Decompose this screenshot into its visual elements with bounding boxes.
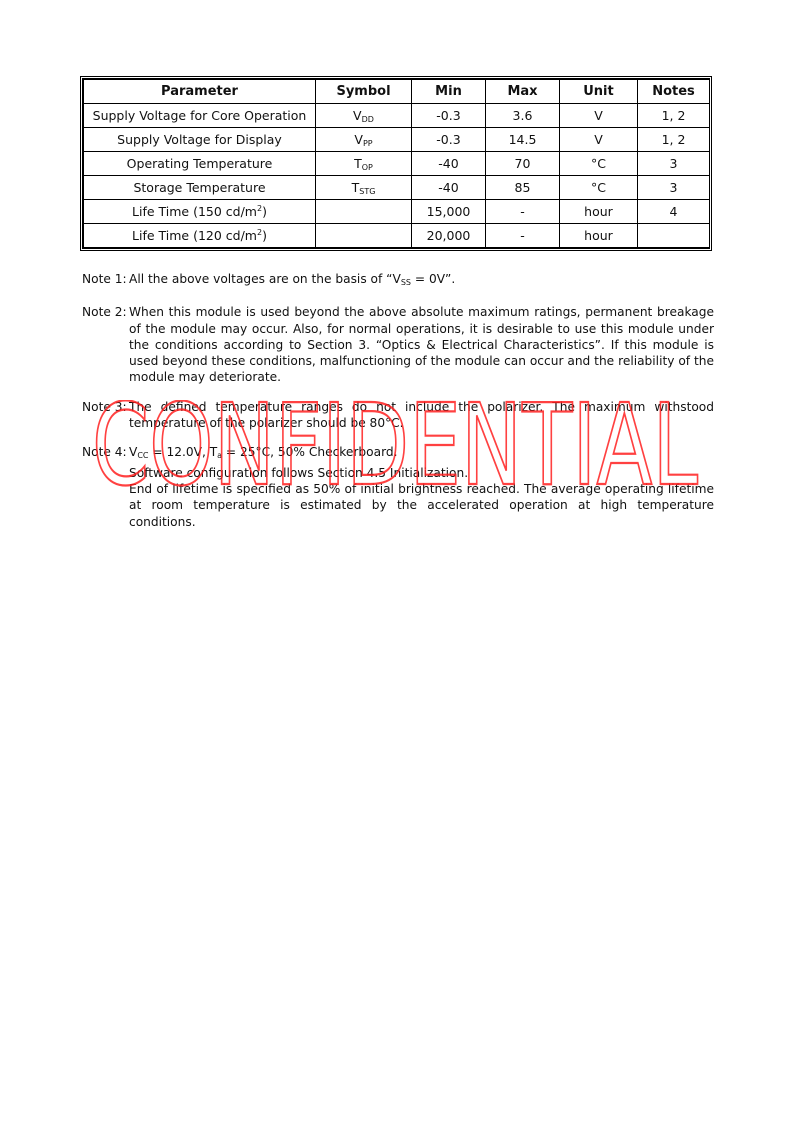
- cell-max: 3.6: [486, 104, 560, 128]
- cell-min: -0.3: [412, 128, 486, 152]
- cell-min: -40: [412, 152, 486, 176]
- note-line: End of lifetime is specified as 50% of initial brightness reached. The average operating lifetime at room temperature is estimated by the accelerated operation at high temperature conditions.: [129, 481, 714, 529]
- cell-notes: 3: [638, 152, 710, 176]
- table-row: [84, 104, 710, 128]
- cell-symbol: [316, 176, 412, 200]
- cell-symbol: [316, 104, 412, 128]
- note-1: [82, 271, 714, 291]
- table-row: [84, 224, 710, 248]
- note-sub: SS: [400, 278, 411, 287]
- note-label: Note 4:: [82, 445, 127, 460]
- note-text: = 25°C, 50% Checkerboard.: [222, 445, 398, 460]
- parameter-sup: 2: [257, 204, 263, 213]
- note-sub: CC: [137, 451, 149, 461]
- symbol-main: T: [354, 155, 362, 171]
- note-body: The defined temperature ranges do not include the polarizer. The maximum withstood temperature of the polarizer should be 80°C.: [129, 399, 714, 431]
- cell-max: 70: [486, 152, 560, 176]
- cell-notes: 4: [638, 200, 710, 224]
- cell-min: -40: [412, 176, 486, 200]
- note-label: Note 3:: [82, 399, 127, 414]
- header-unit: Unit: [560, 80, 638, 104]
- absolute-max-ratings-table-frame: [80, 76, 712, 251]
- table-header-row: [84, 80, 710, 104]
- note-label: Note 1:: [82, 272, 127, 286]
- table-row: [84, 200, 710, 224]
- table-row: [84, 128, 710, 152]
- header-max: Max: [486, 80, 560, 104]
- note-body: [129, 444, 714, 529]
- cell-unit: hour: [560, 224, 638, 248]
- cell-notes: 3: [638, 176, 710, 200]
- cell-max: 14.5: [486, 128, 560, 152]
- symbol-main: V: [354, 131, 363, 147]
- symbol-main: T: [351, 179, 360, 195]
- note-body: [129, 271, 714, 291]
- cell-max: -: [486, 224, 560, 248]
- note-text: = 12.0V, T: [148, 445, 218, 460]
- note-4: [82, 444, 714, 529]
- cell-symbol: [316, 224, 412, 248]
- cell-symbol: [316, 152, 412, 176]
- cell-parameter: Operating Temperature: [84, 152, 316, 176]
- symbol-sub: STG: [359, 186, 376, 196]
- cell-parameter: [84, 200, 316, 224]
- parameter-text: Life Time (120 cd/m: [132, 228, 257, 243]
- note-2: [82, 304, 714, 385]
- note-body: When this module is used beyond the above absolute maximum ratings, permanent breakage of the module may occur. Also, for normal operations, it is desirable to use this module under the conditions according to Section 3. “Optics & Electrical Characteristics”. If this module is used beyond these conditions, malfunctioning of the module can occur and the reliability of the module may deteriorate.: [129, 305, 714, 385]
- parameter-text: Life Time (150 cd/m: [132, 204, 257, 219]
- header-min: Min: [412, 80, 486, 104]
- cell-unit: V: [560, 128, 638, 152]
- cell-notes: [638, 224, 710, 248]
- header-symbol: Symbol: [316, 80, 412, 104]
- cell-notes: 1, 2: [638, 104, 710, 128]
- cell-parameter: Supply Voltage for Display: [84, 128, 316, 152]
- cell-symbol: [316, 200, 412, 224]
- cell-symbol: [316, 128, 412, 152]
- parameter-text-end: ): [262, 228, 267, 243]
- note-text: V: [129, 445, 138, 460]
- cell-unit: °C: [560, 152, 638, 176]
- note-label: Note 2:: [82, 305, 127, 320]
- cell-unit: V: [560, 104, 638, 128]
- cell-unit: hour: [560, 200, 638, 224]
- symbol-sub: OP: [361, 162, 373, 172]
- header-parameter: Parameter: [84, 80, 316, 104]
- note-sub: a: [217, 451, 223, 461]
- header-notes: Notes: [638, 80, 710, 104]
- note-3: [82, 399, 714, 432]
- cell-notes: 1, 2: [638, 128, 710, 152]
- cell-unit: °C: [560, 176, 638, 200]
- note-line: Software configuration follows Section 4.5 Initialization.: [129, 465, 469, 480]
- cell-parameter: Supply Voltage for Core Operation: [84, 104, 316, 128]
- absolute-max-ratings-table: [83, 79, 710, 248]
- cell-min: 20,000: [412, 224, 486, 248]
- note-line: [129, 444, 714, 464]
- note-text-end: = 0V”.: [410, 272, 456, 286]
- cell-min: 15,000: [412, 200, 486, 224]
- cell-parameter: Storage Temperature: [84, 176, 316, 200]
- symbol-main: V: [353, 107, 362, 123]
- parameter-text-end: ): [262, 204, 267, 219]
- cell-max: -: [486, 200, 560, 224]
- symbol-sub: DD: [361, 114, 374, 124]
- notes-section: [82, 271, 714, 543]
- table-row: [84, 176, 710, 200]
- parameter-sup: 2: [257, 228, 263, 237]
- cell-parameter: [84, 224, 316, 248]
- cell-max: 85: [486, 176, 560, 200]
- symbol-sub: PP: [362, 138, 373, 148]
- table-row: [84, 152, 710, 176]
- note-text: All the above voltages are on the basis of “V: [129, 272, 401, 286]
- watermark-text: CONFIDENTIAL: [92, 400, 698, 490]
- cell-min: -0.3: [412, 104, 486, 128]
